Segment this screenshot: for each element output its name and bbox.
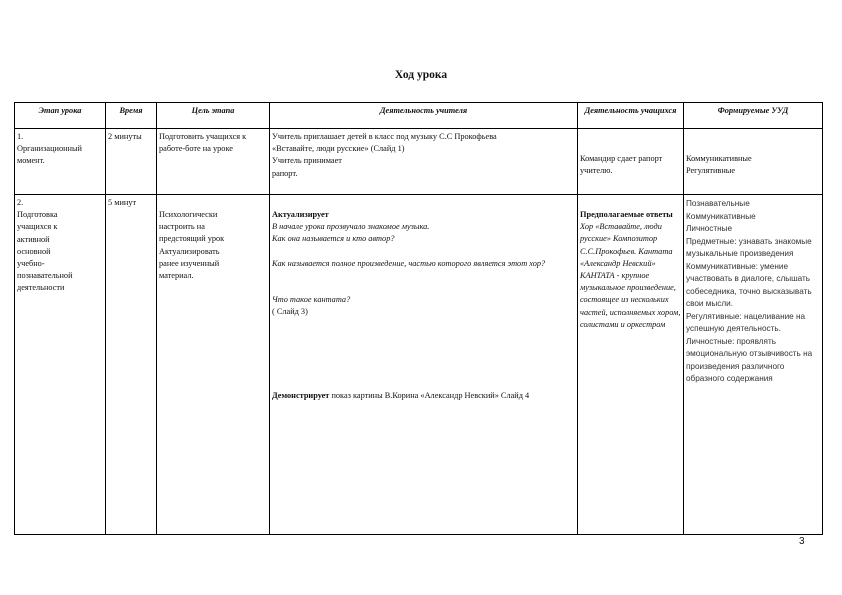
students-cell bbox=[578, 195, 684, 535]
stage-line: учащихся к bbox=[17, 222, 58, 232]
uud-item: Коммуникативные: умение участвовать в диалоге, слышать собеседника, точно высказывать свои мысли. bbox=[686, 261, 812, 308]
page-title: Ход урока bbox=[394, 69, 448, 81]
teacher-action: Демонстрирует bbox=[272, 391, 330, 401]
uud-item: Личностные bbox=[686, 224, 733, 233]
teacher-line: Учитель принимает bbox=[272, 156, 342, 166]
teacher-action: Актуализирует bbox=[272, 210, 329, 219]
table-row bbox=[15, 195, 823, 535]
header-uud: Формируемые УУД bbox=[684, 103, 823, 129]
uud-item: Регулятивные: нацеливание на успешную деятельность. bbox=[686, 311, 806, 333]
goal-line: Актуализировать bbox=[159, 246, 220, 256]
lesson-table bbox=[14, 102, 823, 535]
header-teacher: Деятельность учителя bbox=[270, 103, 578, 129]
students-answer: Хор «Вставайте, люди русские» Композитор С.С.Прокофьев. Кантата «Александр Невский» bbox=[580, 222, 673, 268]
students-text: Командир сдает рапорт учителю. bbox=[580, 154, 663, 176]
time-cell: 5 минут bbox=[106, 195, 157, 535]
teacher-question: В начале урока прозвучало знакомое музыка. bbox=[272, 222, 430, 232]
uud-item: Предметные: узнавать знакомые музыкальные произведения bbox=[686, 236, 812, 258]
time-cell: 2 минуты bbox=[106, 129, 157, 195]
header-stage: Этап урока bbox=[15, 103, 106, 129]
uud-cell bbox=[684, 195, 823, 535]
goal-line: ранее изученный bbox=[159, 258, 220, 268]
teacher-question: Что такое кантата? bbox=[272, 294, 351, 304]
students-cell bbox=[578, 129, 684, 195]
stage-number: 1. bbox=[17, 132, 24, 141]
slide-reference: ( Слайд 3) bbox=[272, 307, 308, 317]
uud-item: Регулятивные bbox=[686, 166, 736, 176]
stage-title: Организационный момент. bbox=[17, 144, 82, 166]
cantata-definition: КАНТАТА - крупное музыкальное произведение, состоящее из нескольких частей, исполняемых хором, солистами и оркестром bbox=[580, 271, 681, 329]
header-time: Время bbox=[106, 103, 157, 129]
table-header-row bbox=[15, 103, 823, 129]
stage-line: учебно- bbox=[17, 259, 45, 269]
uud-item: Коммуникативные bbox=[686, 211, 756, 221]
stage-line: Подготовка bbox=[17, 210, 58, 220]
goal-line: Психологически bbox=[159, 210, 218, 219]
uud-item: Познавательные bbox=[686, 199, 750, 208]
teacher-line: Учитель приглашает детей в класс под музыку С.С Прокофьева bbox=[272, 132, 497, 141]
teacher-line: рапорт. bbox=[272, 168, 298, 178]
stage-cell bbox=[15, 195, 106, 535]
teacher-cell bbox=[270, 129, 578, 195]
stage-line: основной bbox=[17, 246, 51, 256]
stage-line: деятельности bbox=[17, 283, 65, 293]
stage-line: познавательной bbox=[17, 271, 73, 281]
goal-line: настроить на bbox=[159, 222, 205, 232]
header-goal: Цель этапа bbox=[157, 103, 270, 129]
teacher-question: Как называется полное произведение, частью которого является этот хор? bbox=[272, 258, 546, 268]
uud-cell bbox=[684, 129, 823, 195]
goal-line: предстоящий урок bbox=[159, 234, 225, 244]
teacher-line: «Вставайте, люди русские» (Слайд 1) bbox=[272, 144, 405, 154]
demo-text: показ картины В.Корина «Александр Невский» Слайд 4 bbox=[329, 391, 530, 401]
students-heading: Предполагаемые ответы bbox=[580, 210, 673, 219]
goal-line: материал. bbox=[159, 271, 194, 281]
stage-cell bbox=[15, 129, 106, 195]
stage-number: 2. bbox=[17, 198, 24, 207]
uud-item: Коммуникативные bbox=[686, 154, 752, 163]
goal-cell bbox=[157, 195, 270, 535]
page-number: 3 bbox=[799, 536, 805, 547]
table-row bbox=[15, 129, 823, 195]
stage-line: активной bbox=[17, 234, 50, 244]
uud-item: Личностные: проявлять эмоциональную отзывчивость на произведения различного образного содержания bbox=[686, 336, 813, 383]
teacher-cell bbox=[270, 195, 578, 535]
header-students: Деятельность учащихся bbox=[578, 103, 684, 129]
teacher-question: Как она называется и кто автор? bbox=[272, 234, 395, 244]
goal-cell: Подготовить учащихся к работе-боте на уроке bbox=[157, 129, 270, 195]
